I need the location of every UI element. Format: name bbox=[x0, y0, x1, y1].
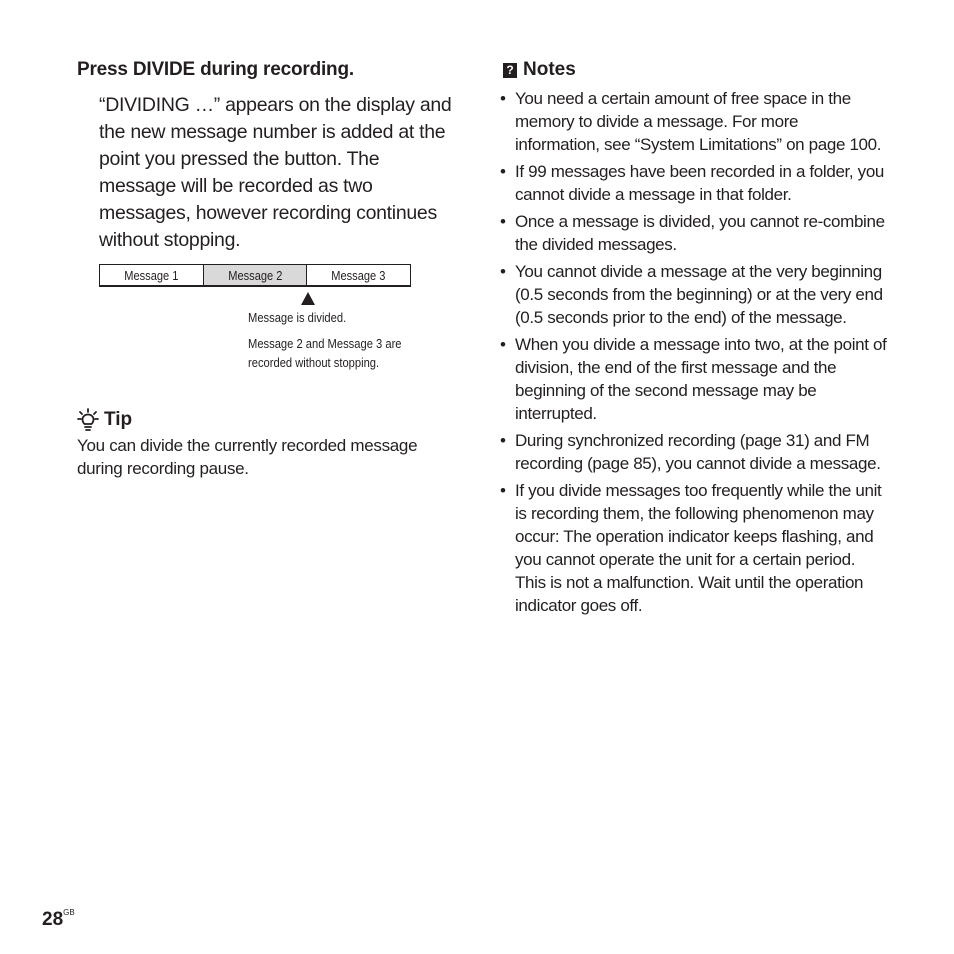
tip-text: You can divide the currently recorded message during recording pause. bbox=[77, 436, 418, 478]
notes-heading bbox=[503, 59, 576, 81]
segment-label: Message 1 bbox=[124, 267, 179, 283]
division-point-arrow-icon bbox=[301, 292, 315, 305]
notes-list bbox=[497, 87, 887, 621]
list-item: • You cannot divide a message at the very beginning (0.5 seconds from the beginning) or at the very end (0.5 seconds prior to the end) of the message. bbox=[500, 262, 883, 327]
bullet-icon: • bbox=[500, 335, 506, 354]
page-number bbox=[42, 909, 75, 931]
caption-line: Message 2 and Message 3 are bbox=[248, 336, 402, 351]
notes-heading-label: Notes bbox=[523, 59, 576, 80]
tip-heading-label: Tip bbox=[104, 409, 133, 430]
bullet-icon: • bbox=[500, 481, 506, 500]
bullet-icon: • bbox=[500, 431, 506, 450]
segment-message-1 bbox=[100, 265, 203, 285]
list-item: • During synchronized recording (page 31) and FM recording (page 85), you cannot divide a message. bbox=[500, 431, 881, 473]
caption-line: recorded without stopping. bbox=[248, 355, 380, 370]
bullet-icon: • bbox=[500, 212, 506, 231]
bullet-icon: • bbox=[500, 262, 506, 281]
step-description: “DIVIDING …” appears on the display and the new message number is added at the point you pressed the button. The message will be recorded as two messages, however recording continues without stopping. bbox=[99, 94, 452, 251]
tip-heading bbox=[77, 408, 132, 432]
segment-message-3 bbox=[306, 265, 410, 285]
continuation-caption bbox=[248, 334, 403, 372]
bullet-icon: • bbox=[500, 89, 506, 108]
region-code: GB bbox=[63, 907, 75, 917]
list-item: • Once a message is divided, you cannot re-combine the divided messages. bbox=[500, 212, 885, 254]
division-caption: Message is divided. bbox=[248, 310, 347, 325]
list-item: • You need a certain amount of free space in the memory to divide a message. For more information, see “System Limitations” on page 100. bbox=[500, 89, 882, 154]
page-number-value: 28 bbox=[42, 909, 64, 930]
message-division-diagram bbox=[99, 264, 411, 287]
notes-icon: ? bbox=[503, 63, 517, 78]
segment-label: Message 2 bbox=[227, 267, 283, 283]
segment-label: Message 3 bbox=[331, 267, 386, 283]
list-item: • If you divide messages too frequently while the unit is recording them, the following phenomenon may occur: The operation indicator keeps flashing, and you cannot operate the unit for a certain period. This is not a malfunction. Wait until the operation indicator goes off. bbox=[500, 481, 882, 615]
bullet-icon: • bbox=[500, 162, 506, 181]
step-title: Press DIVIDE during recording. bbox=[77, 59, 354, 80]
list-item: • If 99 messages have been recorded in a folder, you cannot divide a message in that folder. bbox=[500, 162, 885, 204]
segment-message-2 bbox=[203, 265, 307, 285]
lightbulb-icon bbox=[77, 408, 99, 432]
list-item: • When you divide a message into two, at the point of division, the end of the first message and the beginning of the second message may be interrupted. bbox=[500, 335, 887, 423]
